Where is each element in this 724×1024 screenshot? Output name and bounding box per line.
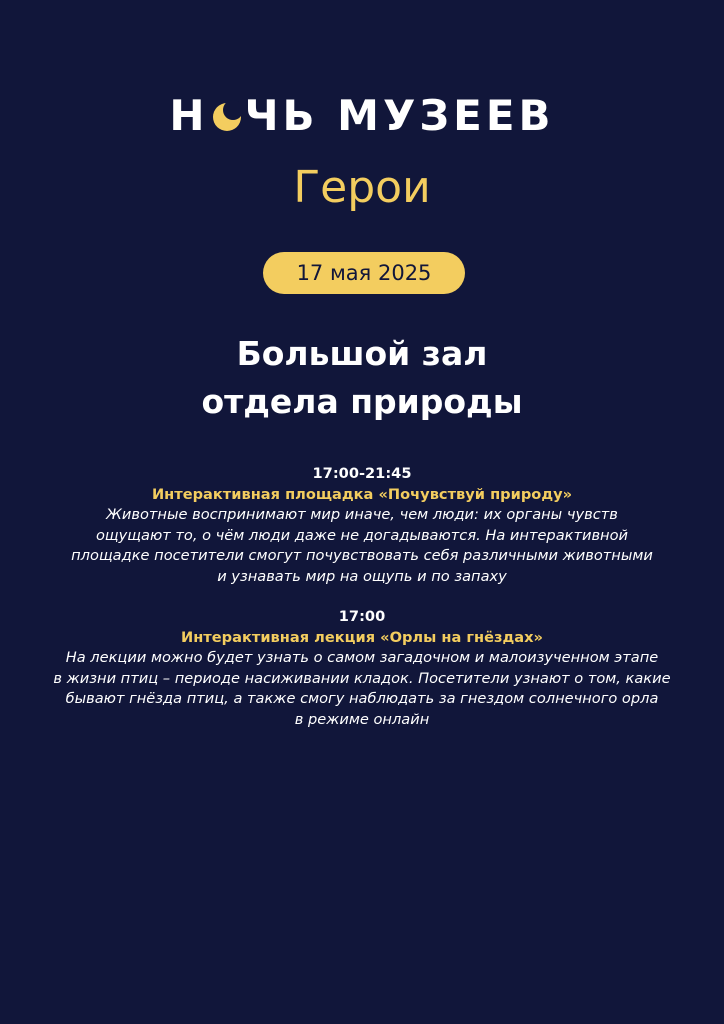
event-description-line: На лекции можно будет узнать о самом загадочном и малоизученном этапе xyxy=(65,649,659,666)
event-description-line: в жизни птиц – периоде насиживании кладок. Посетители узнают о том, какие xyxy=(53,669,671,687)
event-description xyxy=(0,505,724,587)
crescent-moon-icon xyxy=(211,94,243,126)
date-badge: 17 мая 2025 xyxy=(263,252,465,294)
event-description-line: Животные воспринимают мир иначе, чем люди: их органы чувств xyxy=(106,506,618,523)
event-name: Интерактивная лекция «Орлы на гнёздах» xyxy=(181,628,543,646)
event-time: 17:00-21:45 xyxy=(312,465,412,482)
event-block xyxy=(0,464,724,587)
logo-text-part1: Н xyxy=(169,91,209,140)
hall-title-line-2: отдела природы xyxy=(201,382,523,421)
logo-text-part2: ЧЬ МУЗЕЕВ xyxy=(244,91,555,140)
event-block xyxy=(0,607,724,730)
hall-title-line-1: Большой зал xyxy=(236,334,488,373)
subtitle: Герои xyxy=(293,162,431,213)
event-time: 17:00 xyxy=(338,608,386,625)
event-description xyxy=(0,648,724,730)
hall-title xyxy=(0,330,724,426)
event-description-line: площадке посетители смогут почувствовать себя различными животными xyxy=(71,547,653,564)
logo-row xyxy=(0,92,724,140)
event-description-line: и узнавать мир на ощупь и по запаху xyxy=(217,567,507,585)
logo xyxy=(169,92,554,140)
event-name: Интерактивная площадка «Почувствуй природу» xyxy=(151,485,573,503)
event-description-line: ощущают то, о чём люди даже не догадываются. На интерактивной xyxy=(95,526,628,544)
event-description-line: в режиме онлайн xyxy=(294,710,430,728)
event-description-line: бывают гнёзда птиц, а также смогу наблюдать за гнездом солнечного орла xyxy=(65,690,659,707)
